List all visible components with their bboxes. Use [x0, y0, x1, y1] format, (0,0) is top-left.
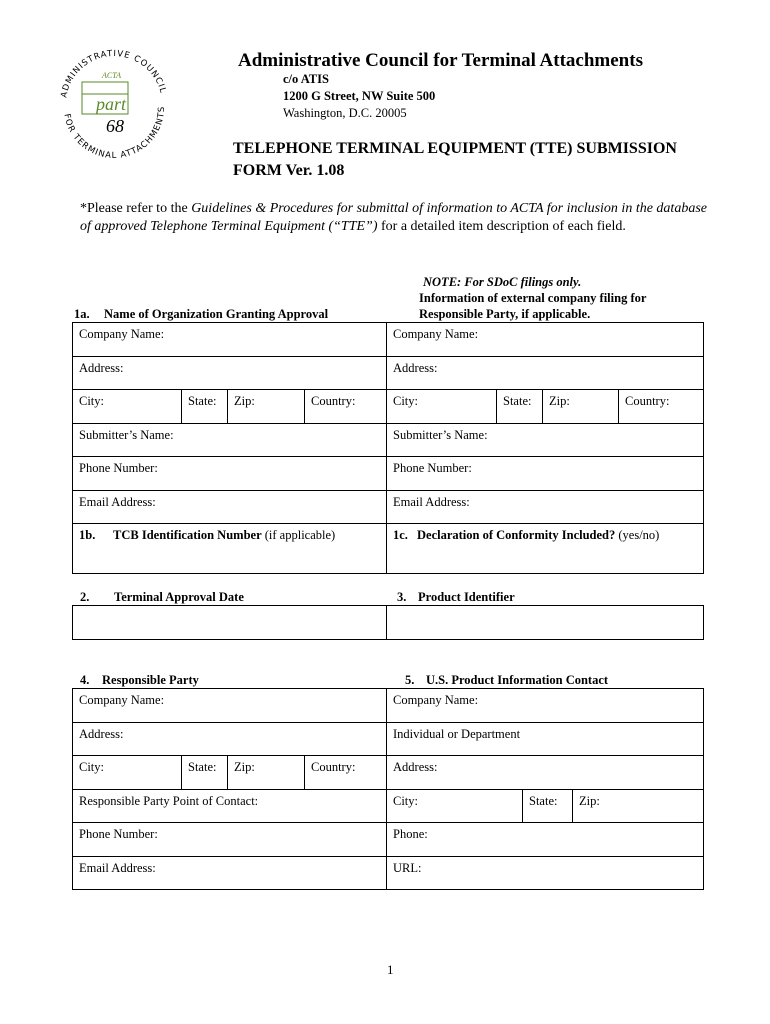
contact-zip-field[interactable]: Zip:	[573, 789, 704, 823]
terminal-approval-date-field[interactable]	[73, 606, 387, 640]
ext-phone-number-field[interactable]: Phone Number:	[387, 457, 704, 491]
rp-city-field[interactable]: City:	[73, 756, 182, 790]
section-5-label: 5. U.S. Product Information Contact	[405, 673, 609, 687]
rp-company-name-field[interactable]: Company Name:	[73, 689, 387, 723]
contact-address-field[interactable]: Address:	[387, 756, 704, 790]
section-4-label: 4. Responsible Party	[80, 673, 199, 687]
country-field[interactable]: Country:	[305, 390, 387, 424]
section-1a-label: 1a. Name of Organization Granting Approval	[74, 307, 329, 321]
section-4-5-table	[72, 688, 704, 890]
svg-text:FOR TERMINAL ATTACHMENTS: FOR TERMINAL ATTACHMENTS	[61, 105, 168, 162]
ext-company-name-field[interactable]: Company Name:	[387, 323, 704, 357]
address-field[interactable]: Address:	[73, 356, 387, 390]
logo-acta: ACTA	[102, 71, 121, 80]
rp-point-of-contact-field[interactable]: Responsible Party Point of Contact:	[73, 789, 387, 823]
contact-company-name-field[interactable]: Company Name:	[387, 689, 704, 723]
rp-zip-field[interactable]: Zip:	[228, 756, 305, 790]
rp-country-field[interactable]: Country:	[305, 756, 387, 790]
contact-phone-field[interactable]: Phone:	[387, 823, 704, 857]
rp-state-field[interactable]: State:	[182, 756, 228, 790]
ext-state-field[interactable]: State:	[497, 390, 543, 424]
ext-zip-field[interactable]: Zip:	[543, 390, 619, 424]
section-3-label: 3. Product Identifier	[397, 590, 515, 604]
tcb-id-field[interactable]: 1b. TCB Identification Number (if applicable)	[73, 524, 387, 574]
section-2-label: 2. Terminal Approval Date	[80, 590, 244, 604]
logo-part: part	[96, 94, 127, 114]
rp-phone-number-field[interactable]: Phone Number:	[73, 823, 387, 857]
ext-submitter-name-field[interactable]: Submitter’s Name:	[387, 423, 704, 457]
intro-text: *Please refer to the Guidelines & Procedures for submittal of information to ACTA for inclusion in the database of approved Telephone Terminal Equipment (“TTE”) for a detailed item description of each field.	[80, 201, 707, 234]
form-title: TELEPHONE TERMINAL EQUIPMENT (TTE) SUBMISSION FORM Ver. 1.08	[233, 140, 677, 179]
org-title: Administrative Council for Terminal Attachments	[238, 50, 643, 71]
ext-email-address-field[interactable]: Email Address:	[387, 490, 704, 524]
logo-number: 68	[106, 116, 124, 136]
city-field[interactable]: City:	[73, 390, 182, 424]
company-name-field[interactable]: Company Name:	[73, 323, 387, 357]
ext-address-field[interactable]: Address:	[387, 356, 704, 390]
contact-city-field[interactable]: City:	[387, 789, 523, 823]
rp-address-field[interactable]: Address:	[73, 722, 387, 756]
section-1-table	[72, 322, 704, 574]
ext-city-field[interactable]: City:	[387, 390, 497, 424]
address-line2: 1200 G Street, NW Suite 500	[283, 89, 436, 103]
contact-state-field[interactable]: State:	[523, 789, 573, 823]
svg-text:ADMINISTRATIVE COUNCIL: ADMINISTRATIVE COUNCIL	[59, 48, 168, 99]
email-address-field[interactable]: Email Address:	[73, 490, 387, 524]
page-number: 1	[387, 962, 394, 977]
address-line3: Washington, D.C. 20005	[283, 106, 407, 120]
rp-email-address-field[interactable]: Email Address:	[73, 856, 387, 890]
ext-country-field[interactable]: Country:	[619, 390, 704, 424]
section-2-3-table	[72, 605, 704, 640]
state-field[interactable]: State:	[182, 390, 228, 424]
address-line1: c/o ATIS	[283, 72, 329, 86]
declaration-conformity-field[interactable]: 1c. Declaration of Conformity Included? (yes/no)	[387, 524, 704, 574]
contact-url-field[interactable]: URL:	[387, 856, 704, 890]
sdoc-note: NOTE: For SDoC filings only. Information of external company filing for Responsible Party, if applicable.	[419, 275, 647, 321]
acta-logo	[52, 42, 176, 166]
submitter-name-field[interactable]: Submitter’s Name:	[73, 423, 387, 457]
contact-individual-field[interactable]: Individual or Department	[387, 722, 704, 756]
product-identifier-field[interactable]	[387, 606, 704, 640]
phone-number-field[interactable]: Phone Number:	[73, 457, 387, 491]
zip-field[interactable]: Zip:	[228, 390, 305, 424]
